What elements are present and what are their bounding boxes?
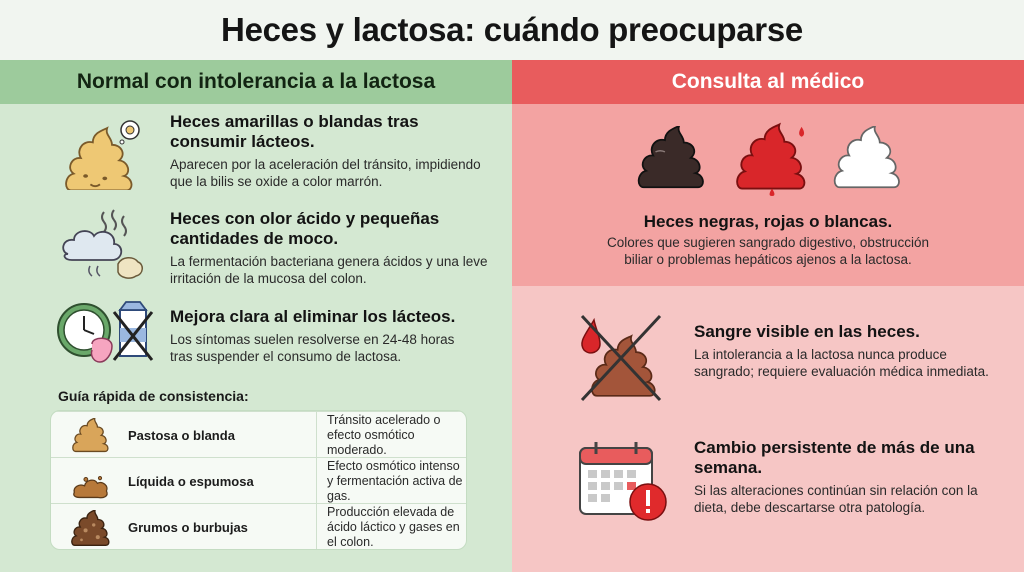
abnormal-colors-description	[512, 234, 1024, 268]
normal-item-odor	[170, 209, 490, 287]
abnormal-colors-description-line: biliar o problemas hepáticos ajenos a la lactosa.	[624, 252, 912, 267]
page-title: Heces y lactosa: cuándo preocuparse	[221, 11, 803, 48]
black-stool-icon	[634, 126, 710, 192]
liquid-stool-icon	[69, 464, 113, 500]
normal-item-yellow	[170, 112, 490, 190]
doctor-panel	[512, 60, 1024, 572]
pasty-stool-icon	[69, 418, 113, 454]
doctor-panel-header: Consulta al médico	[512, 60, 1024, 104]
doctor-item-heading: Sangre visible en las heces.	[694, 322, 920, 341]
lumpy-stool-icon	[69, 510, 113, 548]
doctor-item-description: Si las alteraciones continúan sin relación con la dieta, debe descartarse otra patología.	[694, 483, 978, 515]
table-row	[51, 457, 467, 503]
normal-item-improvement	[170, 307, 480, 365]
odor-cloud-icon	[60, 208, 156, 288]
normal-item-description: La fermentación bacteriana genera ácidos y una leve irritación de la mucosa del colon.	[170, 254, 488, 286]
calendar-alert-icon	[576, 438, 672, 526]
table-cell-description: Efecto osmótico intenso y fermentación activa de gas.	[327, 458, 463, 503]
normal-item-heading: Heces con olor ácido y pequeñas cantidades de moco.	[170, 209, 440, 248]
abnormal-colors-section	[512, 104, 1024, 286]
doctor-item-persistent	[694, 438, 984, 516]
abnormal-colors-description-line: Colores que sugieren sangrado digestivo, obstrucción	[607, 235, 929, 250]
normal-item-heading: Heces amarillas o blandas tras consumir lácteos.	[170, 112, 419, 151]
table-cell-description: Producción elevada de ácido láctico y gases en el colon.	[327, 504, 460, 549]
red-stool-icon	[732, 122, 812, 196]
doctor-item-heading: Cambio persistente de más de una semana.	[694, 438, 975, 477]
title-bar	[0, 0, 1024, 60]
doctor-item-blood	[694, 322, 994, 380]
abnormal-colors-heading: Heces negras, rojas o blancas.	[643, 212, 893, 231]
normal-item-description: Los síntomas suelen resolverse en 24-48 horas tras suspender el consumo de lactosa.	[170, 332, 455, 364]
white-stool-icon	[830, 126, 906, 192]
blood-stool-crossed-icon	[574, 310, 666, 404]
normal-panel-header: Normal con intolerancia a la lactosa	[0, 60, 512, 104]
doctor-item-description: La intolerancia a la lactosa nunca produce sangrado; requiere evaluación médica inmediata.	[694, 347, 989, 379]
consistency-guide-table	[50, 410, 467, 550]
normal-item-description: Aparecen por la aceleración del tránsito, impidiendo que la bilis se oxide a color marrón.	[170, 157, 481, 189]
table-cell-label: Pastosa o blanda	[128, 427, 235, 443]
table-row	[51, 503, 467, 549]
table-cell-description: Tránsito acelerado o efecto osmótico moderado.	[327, 412, 441, 457]
yellow-stool-icon	[58, 120, 154, 190]
consistency-guide-title: Guía rápida de consistencia:	[58, 388, 249, 404]
normal-item-heading: Mejora clara al eliminar los lácteos.	[170, 307, 456, 326]
clock-milk-icon	[56, 300, 156, 372]
table-row	[51, 411, 467, 457]
table-cell-label: Líquida o espumosa	[128, 473, 254, 489]
table-cell-label: Grumos o burbujas	[128, 519, 248, 535]
